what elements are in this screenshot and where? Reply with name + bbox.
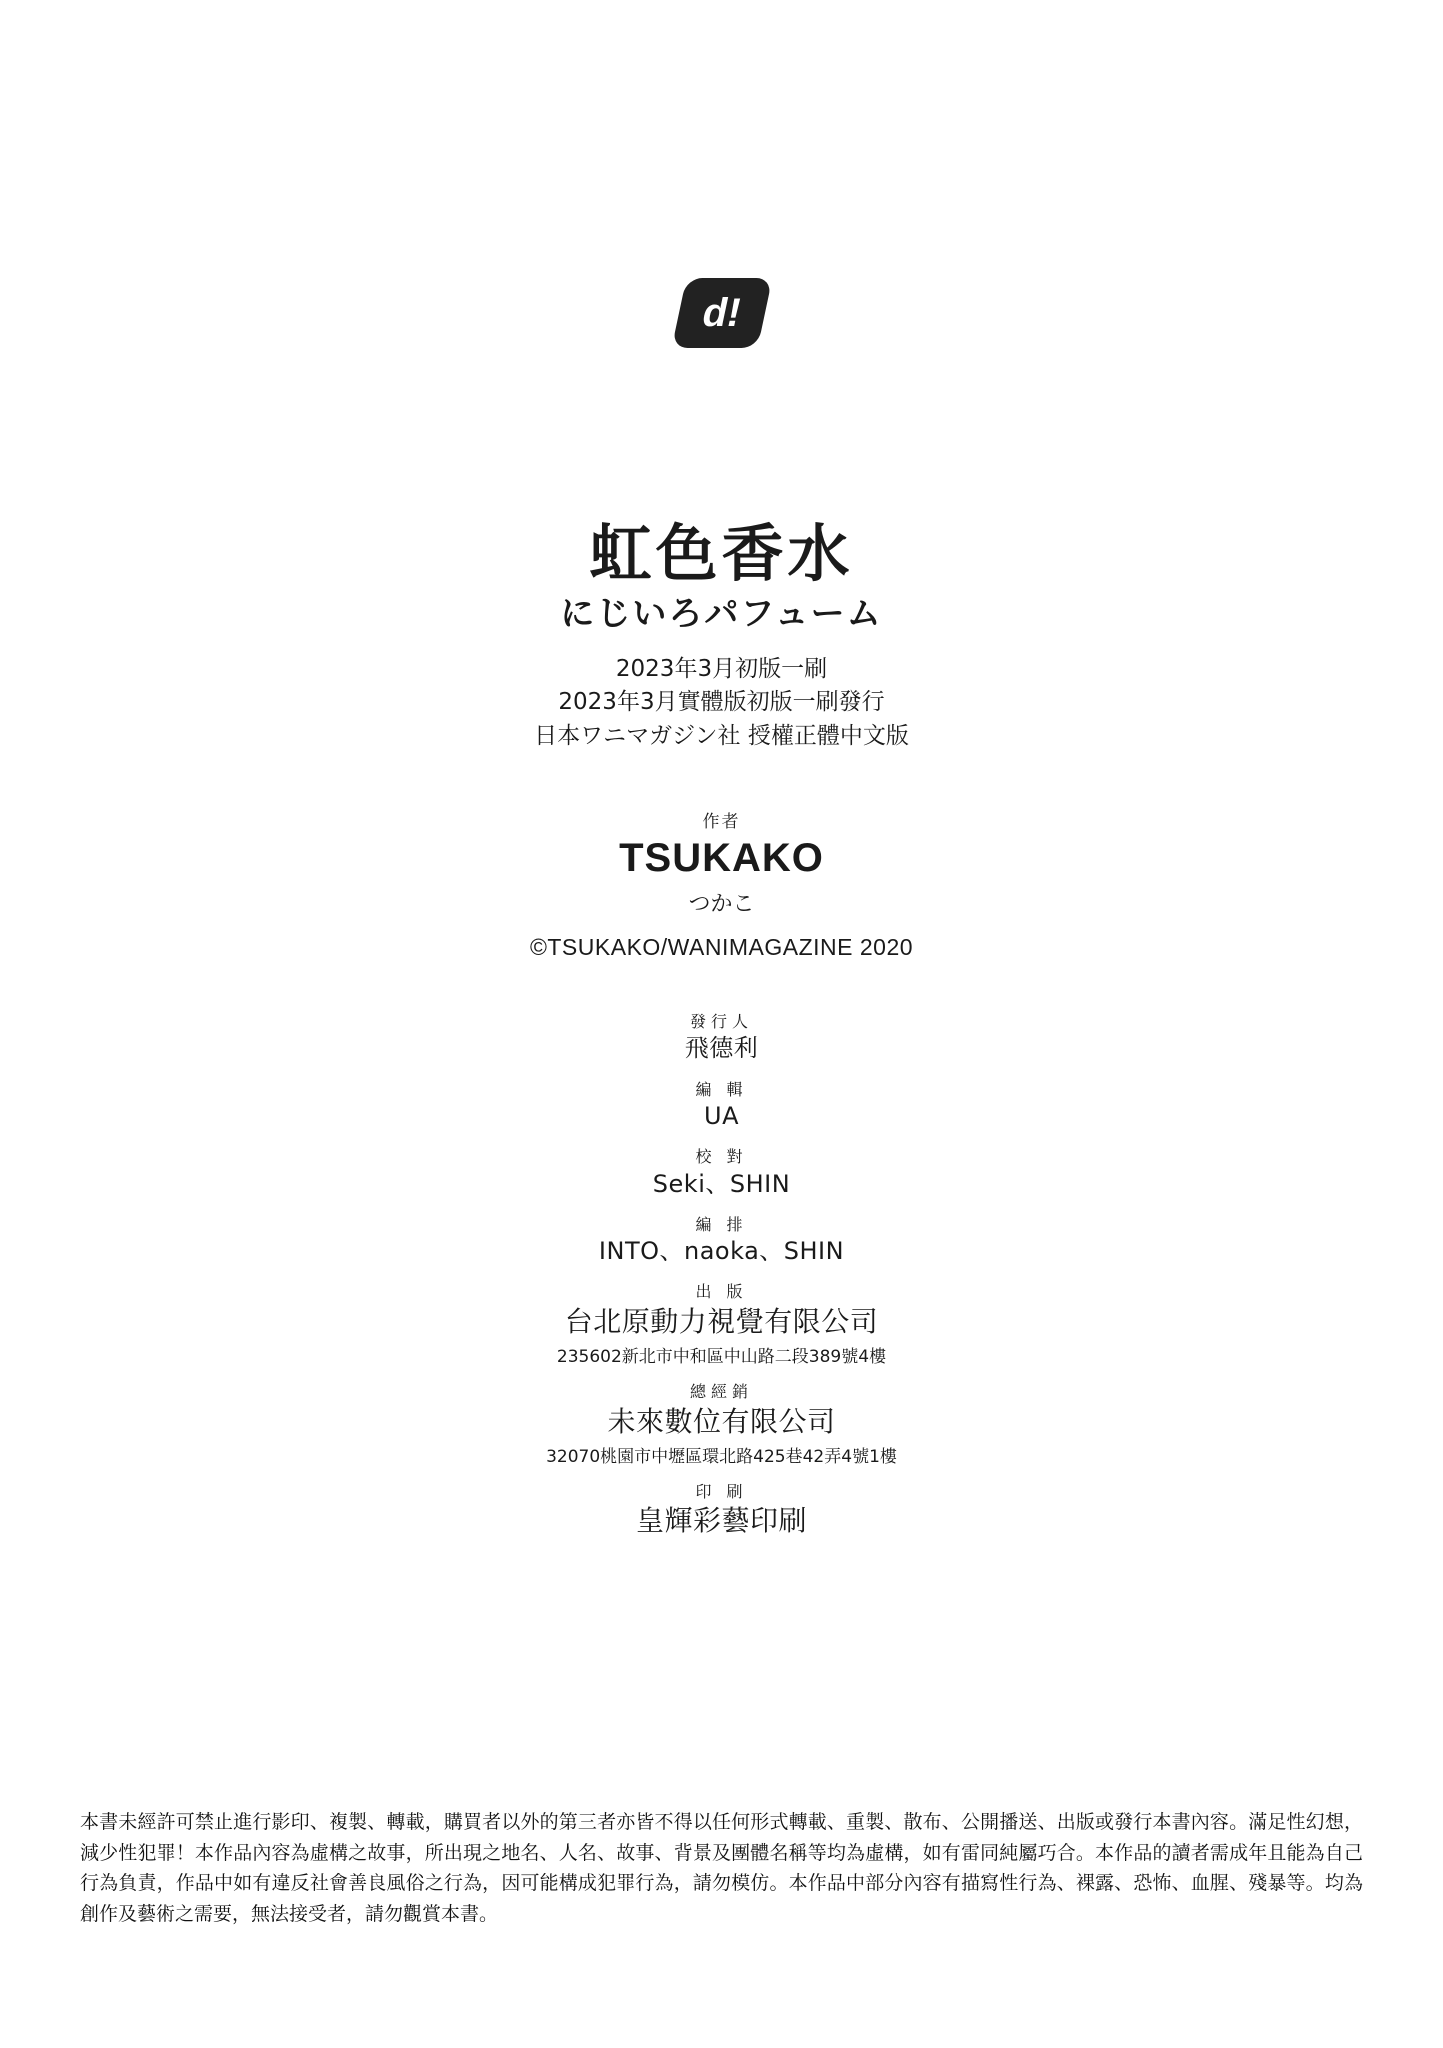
credit-row	[0, 1281, 1443, 1367]
credit-row	[0, 1214, 1443, 1268]
credit-label: 發行人	[689, 1012, 753, 1032]
credit-row	[0, 1481, 1443, 1540]
credit-row	[0, 1079, 1443, 1133]
credit-label: 編 排	[695, 1214, 748, 1234]
author-block	[530, 807, 913, 961]
credit-address: 235602新北市中和區中山路二段389號4樓	[556, 1347, 887, 1368]
author-name-kana: つかこ	[688, 892, 755, 918]
credit-value: 台北原動力視覺有限公司	[564, 1304, 879, 1338]
credit-value: 未來數位有限公司	[607, 1404, 836, 1438]
edition-line-1: 2023年3月初版一刷	[615, 656, 828, 682]
page-subtitle-japanese: にじいろパフューム	[560, 594, 883, 634]
copyright-notice: ©TSUKAKO/WANIMAGAZINE 2020	[529, 934, 914, 961]
author-label: 作者	[702, 812, 741, 833]
publisher-logo	[679, 278, 765, 348]
legal-notice-text: 本書未經許可禁止進行影印、複製、轉載，購買者以外的第三者亦皆不得以任何形式轉載、重製、散布、公開播送、出版或發行本書內容。滿足性幻想，減少性犯罪！本作品內容為虛構之故事，所出現之地名、人名、故事、背景及團體名稱等均為虛構，如有雷同純屬巧合。本作品的讀者需成年且能為自己行為負責，作品中如有違反社會善良風俗之行為，因可能構成犯罪行為，請勿模仿。本作品中部分內容有描寫性行為、裸露、恐怖、血腥、殘暴等。均為創作及藝術之需要，無法接受者，請勿觀賞本書。	[80, 1810, 1363, 1926]
credit-value: INTO、naoka、SHIN	[598, 1237, 845, 1266]
author-name: TSUKAKO	[619, 836, 824, 881]
edition-info	[534, 653, 909, 753]
credit-label: 總經銷	[689, 1382, 753, 1402]
credit-label: 編 輯	[695, 1079, 748, 1099]
credit-label: 出 版	[695, 1282, 748, 1302]
edition-line-3: 日本ワニマガジン社 授權正體中文版	[534, 722, 909, 749]
logo-glyph-text: d!	[698, 290, 746, 335]
page-title: 虹色香水	[589, 517, 854, 590]
credit-value: UA	[704, 1102, 739, 1130]
credit-value: Seki、SHIN	[652, 1169, 791, 1198]
credit-row	[0, 1381, 1443, 1467]
credit-label: 印 刷	[695, 1481, 748, 1501]
credit-address: 32070桃園市中壢區環北路425巷42弄4號1樓	[546, 1446, 897, 1467]
credits-list	[0, 1011, 1443, 1554]
credit-row	[0, 1011, 1443, 1065]
edition-line-2: 2023年3月實體版初版一刷發行	[558, 689, 885, 716]
legal-notice	[80, 1807, 1363, 1930]
credit-value: 飛德利	[684, 1034, 759, 1063]
title-block	[560, 517, 883, 634]
credit-label: 校 對	[695, 1147, 748, 1167]
credit-row	[0, 1146, 1443, 1200]
credit-value: 皇輝彩藝印刷	[635, 1504, 807, 1538]
